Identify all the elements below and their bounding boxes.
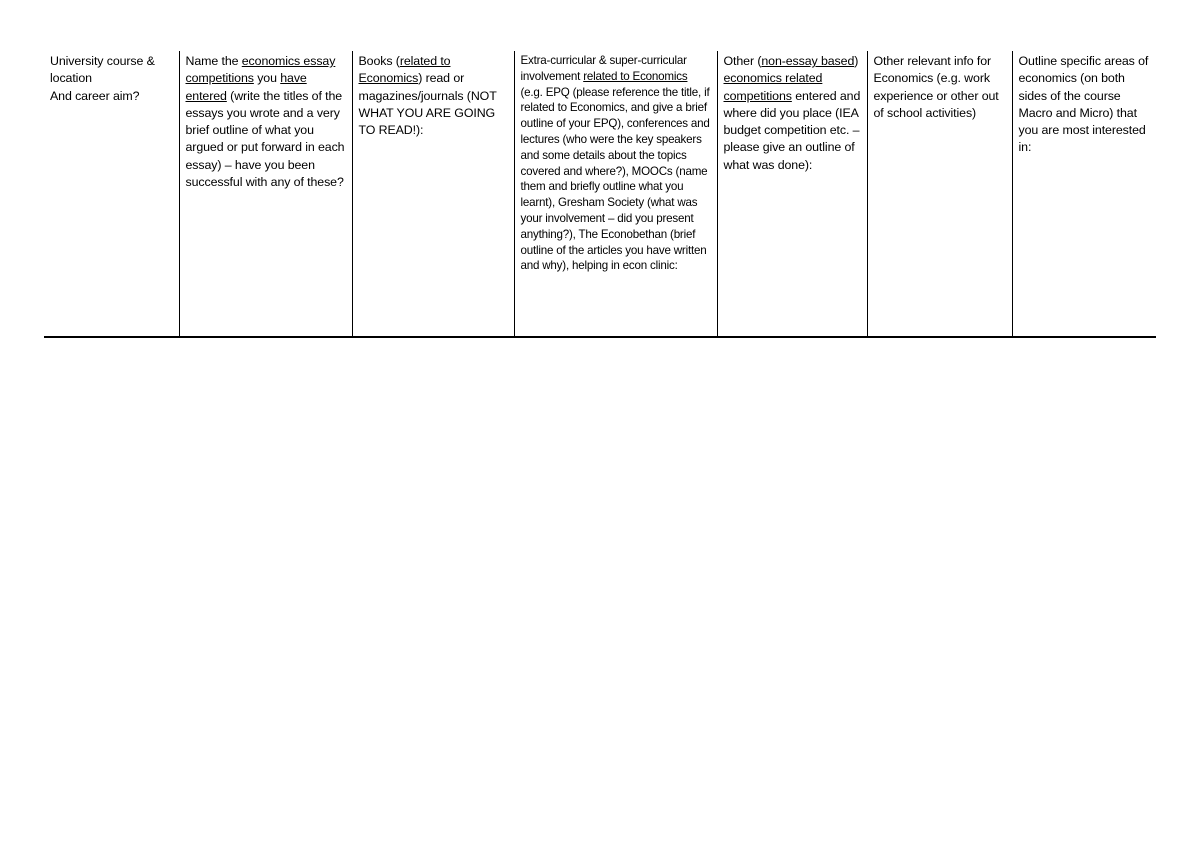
cell-text [724, 53, 862, 174]
text-segment: Other ( [723, 54, 762, 68]
text-segment: Extra-curricular & super-curricular involvement [520, 54, 687, 83]
cell-text [186, 53, 347, 191]
text-line [50, 70, 174, 87]
underlined-text: have entered [185, 71, 307, 103]
underlined-text: related to Economics [583, 69, 688, 83]
text-line [50, 88, 174, 105]
text-segment: location [50, 71, 92, 86]
cell-text [359, 53, 509, 139]
cell-other-relevant-info[interactable] [867, 51, 1012, 337]
cell-areas-of-interest[interactable] [1012, 51, 1156, 337]
text-segment: Outline specific areas of economics (on both sides of the course Macro and Micro) that you are most interested in: [1018, 54, 1149, 155]
cell-other-competitions[interactable] [717, 51, 867, 337]
text-segment: ) read or magazines/journals (NOT WHAT YOU ARE GOING TO READ!): [358, 71, 497, 138]
text-segment: And career aim? [50, 88, 140, 103]
text-segment: (write the titles of the essays you wrote and a very brief outline of what you argued or put forward in each essay) – have you been successful with any of these? [185, 88, 345, 190]
text-line [50, 53, 174, 70]
text-segment: University course & [50, 54, 155, 68]
text-segment: you [253, 71, 281, 86]
text-segment: entered and where did you place (IEA budget competition etc. – please give an outline of what was done): [723, 88, 861, 172]
cell-books[interactable] [352, 51, 514, 337]
text-segment: (e.g. EPQ (please reference the title, if related to Economics, and give a brief outline of your EPQ), conferences and lectures (who were the key speakers and some details about the topics covered and where?), MOOCs (name them and briefly outline what you learnt), Gresham Society (what was your involvement – did you present anything?), The Econobethan (brief outline of the articles you have written and why), helping in econ clinic: [520, 85, 710, 273]
text-segment: ) [854, 54, 859, 68]
underlined-text: related to Economics [358, 54, 451, 86]
cell-text [1019, 53, 1152, 157]
text-segment: Books ( [358, 54, 400, 68]
cell-extra-curricular[interactable] [514, 51, 717, 337]
underlined-text: economics essay competitions [185, 54, 336, 86]
text-segment: Other relevant info for Economics (e.g. work experience or other out of school activities) [873, 54, 999, 120]
cell-text [521, 53, 712, 274]
table-row [44, 51, 1156, 337]
cell-text [50, 53, 174, 105]
cell-essay-competitions[interactable] [179, 51, 352, 337]
text-segment: Name the [185, 54, 242, 68]
economics-profile-table [44, 51, 1156, 338]
cell-text [874, 53, 1007, 122]
cell-university-course[interactable] [44, 51, 179, 337]
underlined-text: non-essay based [761, 54, 855, 68]
underlined-text: economics related competitions [723, 71, 823, 103]
